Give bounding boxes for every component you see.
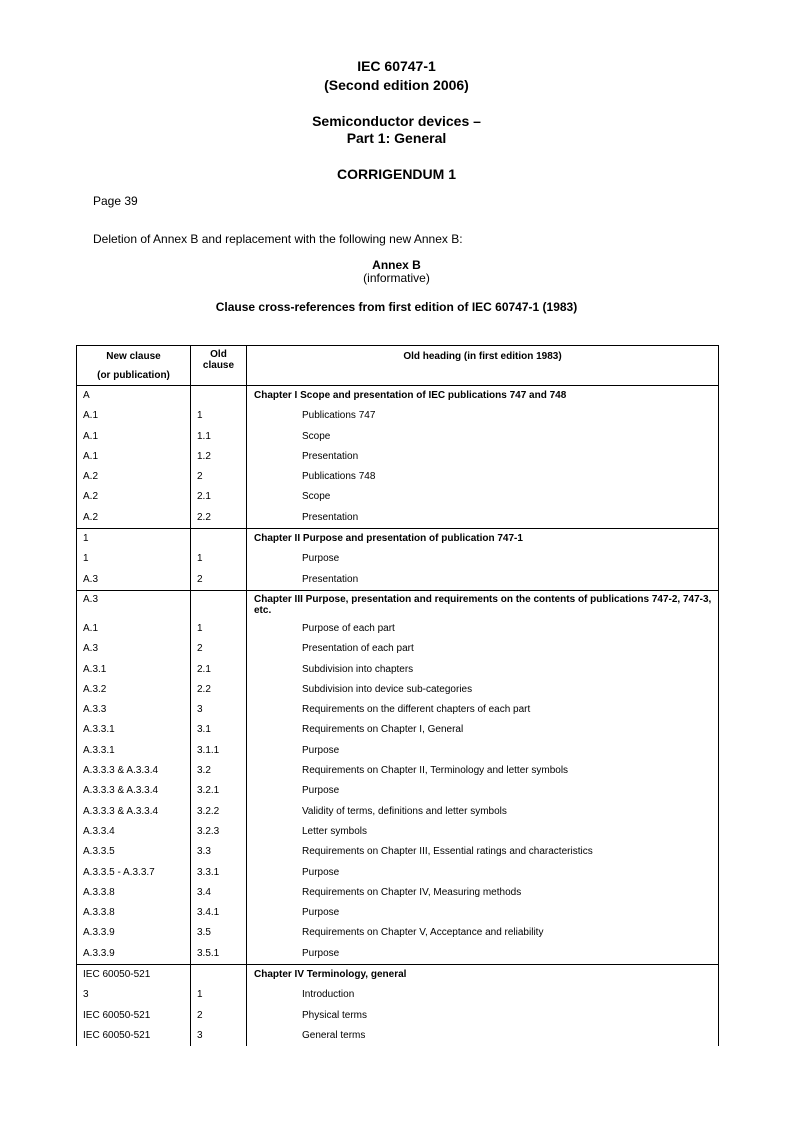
table-row xyxy=(77,660,719,680)
cell-old-heading: Requirements on Chapter IV, Measuring methods xyxy=(247,883,719,903)
cell-old-clause: 3.2.1 xyxy=(191,781,247,801)
cell-old-heading: Presentation xyxy=(247,508,719,529)
cell-new-clause: A.2 xyxy=(77,487,191,507)
cell-old-clause xyxy=(191,590,247,619)
cell-old-clause: 2 xyxy=(191,639,247,659)
cell-old-heading: Presentation xyxy=(247,570,719,591)
cell-new-clause: 3 xyxy=(77,985,191,1005)
cell-old-heading: Scope xyxy=(247,427,719,447)
cell-old-clause: 1.2 xyxy=(191,447,247,467)
cell-old-clause: 3.2.3 xyxy=(191,822,247,842)
cell-new-clause: A.3.3.1 xyxy=(77,741,191,761)
cell-old-clause: 1 xyxy=(191,406,247,426)
cell-new-clause: A.3.3.9 xyxy=(77,944,191,965)
cell-old-clause: 3.1 xyxy=(191,720,247,740)
annex-title: Annex B xyxy=(372,258,421,272)
cell-old-heading: Purpose xyxy=(247,741,719,761)
cell-new-clause: A.3.3.3 & A.3.3.4 xyxy=(77,781,191,801)
chapter-row xyxy=(77,965,719,986)
table-row xyxy=(77,985,719,1005)
cell-old-clause xyxy=(191,386,247,407)
instruction-text: Deletion of Annex B and replacement with the following new Annex B: xyxy=(93,232,463,246)
cell-old-heading: Purpose xyxy=(247,944,719,965)
cell-old-clause: 1 xyxy=(191,619,247,639)
cell-old-clause: 3.3 xyxy=(191,842,247,862)
cell-old-heading: Chapter III Purpose, presentation and requirements on the contents of publications 747-2, 747-3, etc. xyxy=(247,590,719,619)
cell-new-clause: A.3.3.1 xyxy=(77,720,191,740)
table-row xyxy=(77,680,719,700)
cell-new-clause: A.3.3.8 xyxy=(77,883,191,903)
cell-old-clause: 2.1 xyxy=(191,660,247,680)
document-header xyxy=(0,57,793,95)
table-row xyxy=(77,903,719,923)
cell-old-heading: Purpose xyxy=(247,863,719,883)
table-row xyxy=(77,1006,719,1026)
table-row xyxy=(77,944,719,965)
cell-new-clause: A.3 xyxy=(77,590,191,619)
cell-old-heading: Purpose of each part xyxy=(247,619,719,639)
cell-old-clause: 2 xyxy=(191,467,247,487)
cell-new-clause: A.3.3.5 xyxy=(77,842,191,862)
cell-old-heading: Requirements on Chapter I, General xyxy=(247,720,719,740)
cell-old-heading: Publications 747 xyxy=(247,406,719,426)
cell-old-heading: Letter symbols xyxy=(247,822,719,842)
cell-new-clause: A.3.3.3 & A.3.3.4 xyxy=(77,761,191,781)
cell-old-heading: Introduction xyxy=(247,985,719,1005)
cell-new-clause: A.1 xyxy=(77,406,191,426)
cell-old-heading: Physical terms xyxy=(247,1006,719,1026)
cell-old-clause: 3.5 xyxy=(191,923,247,943)
header-new-clause: New clause (or publication) xyxy=(77,346,191,386)
table-row xyxy=(77,700,719,720)
chapter-row xyxy=(77,529,719,550)
table-row xyxy=(77,781,719,801)
cell-old-clause: 2.1 xyxy=(191,487,247,507)
cell-old-heading: Publications 748 xyxy=(247,467,719,487)
cell-old-clause: 2.2 xyxy=(191,680,247,700)
table-row xyxy=(77,639,719,659)
cell-new-clause: A.3 xyxy=(77,570,191,591)
cell-old-clause: 3 xyxy=(191,700,247,720)
cell-old-heading: Chapter I Scope and presentation of IEC publications 747 and 748 xyxy=(247,386,719,407)
cell-old-heading: Requirements on Chapter II, Terminology and letter symbols xyxy=(247,761,719,781)
cell-old-heading: Chapter II Purpose and presentation of publication 747-1 xyxy=(247,529,719,550)
title-line-2: Part 1: General xyxy=(346,130,447,146)
cross-reference-table xyxy=(76,345,719,1046)
cell-old-clause: 3.1.1 xyxy=(191,741,247,761)
header-old-clause: Old clause xyxy=(191,346,247,386)
cell-old-heading: Chapter IV Terminology, general xyxy=(247,965,719,986)
cell-new-clause: IEC 60050-521 xyxy=(77,1026,191,1046)
cell-new-clause: A.3.3.5 - A.3.3.7 xyxy=(77,863,191,883)
table-row xyxy=(77,761,719,781)
table-row xyxy=(77,923,719,943)
table-row xyxy=(77,427,719,447)
corrigendum-heading: CORRIGENDUM 1 xyxy=(336,166,456,182)
cell-new-clause: A.3.1 xyxy=(77,660,191,680)
cell-old-heading: Subdivision into device sub-categories xyxy=(247,680,719,700)
cell-old-clause xyxy=(191,529,247,550)
cell-new-clause: A.3.3.3 & A.3.3.4 xyxy=(77,802,191,822)
cell-old-heading: Purpose xyxy=(247,781,719,801)
cell-old-clause xyxy=(191,965,247,986)
table-row xyxy=(77,741,719,761)
table-row xyxy=(77,1026,719,1046)
cross-reference-table-container xyxy=(76,345,718,1046)
cell-new-clause: IEC 60050-521 xyxy=(77,965,191,986)
cell-new-clause: A.3 xyxy=(77,639,191,659)
cell-old-heading: Validity of terms, definitions and letter symbols xyxy=(247,802,719,822)
edition-note: (Second edition 2006) xyxy=(324,77,469,93)
cell-new-clause: 1 xyxy=(77,529,191,550)
cell-old-clause: 3.2.2 xyxy=(191,802,247,822)
table-row xyxy=(77,822,719,842)
cell-new-clause: A xyxy=(77,386,191,407)
table-body xyxy=(77,386,719,1047)
table-row xyxy=(77,720,719,740)
table-row xyxy=(77,508,719,529)
cell-old-heading: Requirements on Chapter V, Acceptance and reliability xyxy=(247,923,719,943)
cell-old-heading: Requirements on the different chapters of each part xyxy=(247,700,719,720)
table-row xyxy=(77,406,719,426)
cell-old-clause: 1 xyxy=(191,549,247,569)
cell-old-clause: 3 xyxy=(191,1026,247,1046)
title-line-1: Semiconductor devices – xyxy=(312,113,481,129)
table-row xyxy=(77,802,719,822)
table-row xyxy=(77,619,719,639)
table-row xyxy=(77,570,719,591)
cell-new-clause: A.3.3.8 xyxy=(77,903,191,923)
cell-new-clause: A.3.3.9 xyxy=(77,923,191,943)
header-old-heading: Old heading (in first edition 1983) xyxy=(247,346,719,386)
cell-old-clause: 3.4 xyxy=(191,883,247,903)
cell-old-heading: Requirements on Chapter III, Essential ratings and characteristics xyxy=(247,842,719,862)
cell-old-clause: 2 xyxy=(191,1006,247,1026)
cell-new-clause: 1 xyxy=(77,549,191,569)
cell-old-heading: Subdivision into chapters xyxy=(247,660,719,680)
cell-old-clause: 1 xyxy=(191,985,247,1005)
cell-new-clause: A.3.3 xyxy=(77,700,191,720)
standard-number: IEC 60747-1 xyxy=(357,58,436,74)
cell-old-clause: 3.5.1 xyxy=(191,944,247,965)
cell-old-heading: Purpose xyxy=(247,903,719,923)
page-reference: Page 39 xyxy=(93,194,138,208)
document-title xyxy=(0,113,793,147)
cell-old-clause: 1.1 xyxy=(191,427,247,447)
cell-old-heading: Presentation of each part xyxy=(247,639,719,659)
table-row xyxy=(77,487,719,507)
table-row xyxy=(77,863,719,883)
clause-table-title: Clause cross-references from first edition of IEC 60747-1 (1983) xyxy=(215,300,578,314)
cell-new-clause: A.3.2 xyxy=(77,680,191,700)
table-row xyxy=(77,842,719,862)
cell-new-clause: A.1 xyxy=(77,427,191,447)
cell-new-clause: A.3.3.4 xyxy=(77,822,191,842)
cell-old-heading: General terms xyxy=(247,1026,719,1046)
table-row xyxy=(77,447,719,467)
table-header-row xyxy=(77,346,719,386)
table-row xyxy=(77,549,719,569)
cell-old-clause: 3.2 xyxy=(191,761,247,781)
chapter-row xyxy=(77,590,719,619)
cell-new-clause: A.2 xyxy=(77,508,191,529)
cell-new-clause: A.2 xyxy=(77,467,191,487)
cell-new-clause: IEC 60050-521 xyxy=(77,1006,191,1026)
cell-old-clause: 2 xyxy=(191,570,247,591)
cell-old-clause: 2.2 xyxy=(191,508,247,529)
cell-new-clause: A.1 xyxy=(77,619,191,639)
cell-old-heading: Presentation xyxy=(247,447,719,467)
cell-old-heading: Scope xyxy=(247,487,719,507)
cell-old-heading: Purpose xyxy=(247,549,719,569)
annex-subtitle: (informative) xyxy=(363,271,430,285)
table-row xyxy=(77,467,719,487)
cell-old-clause: 3.3.1 xyxy=(191,863,247,883)
table-row xyxy=(77,883,719,903)
cell-new-clause: A.1 xyxy=(77,447,191,467)
cell-old-clause: 3.4.1 xyxy=(191,903,247,923)
chapter-row xyxy=(77,386,719,407)
